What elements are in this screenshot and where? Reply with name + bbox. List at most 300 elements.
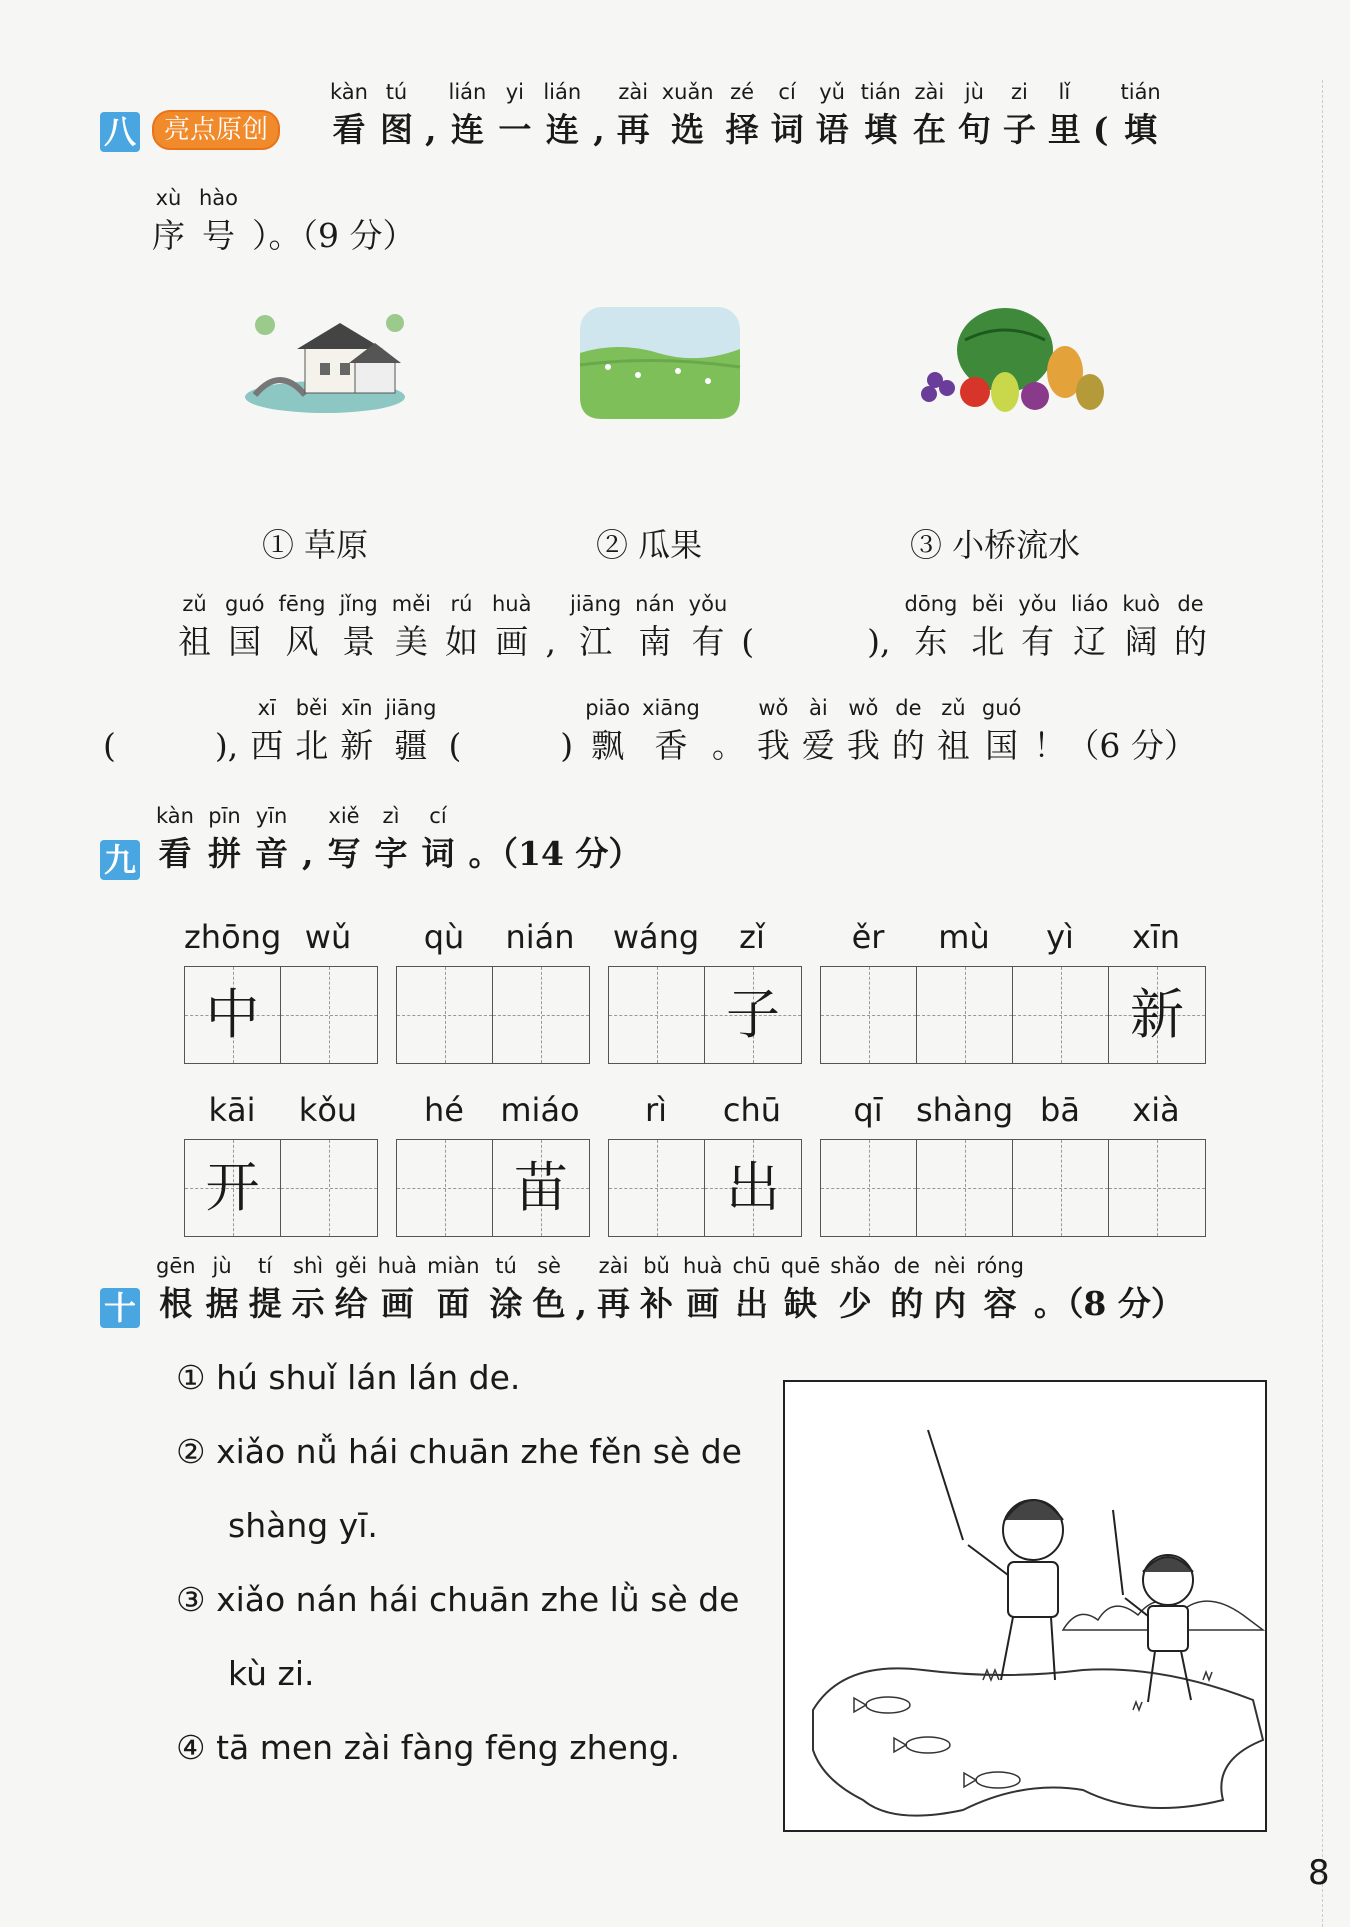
- pinyin-char-cell: [937, 692, 970, 768]
- pinyin-text: zài: [598, 1254, 629, 1278]
- hanzi-text: 北: [295, 726, 329, 765]
- pinyin-text: tián: [1120, 80, 1161, 104]
- grid-pinyin-syllable: shàng: [916, 1091, 1014, 1129]
- grid-pinyin-syllable: ěr: [851, 918, 885, 956]
- task-boy-green-pants-cont: kù zi.: [228, 1654, 315, 1693]
- pinyin-text: lián: [543, 80, 582, 104]
- pinyin-char-cell: [421, 800, 454, 876]
- grid-char: 子: [726, 983, 780, 1046]
- grid-pinyin: [820, 1091, 1204, 1129]
- hanzi-text: 词: [421, 834, 455, 873]
- hanzi-text: 西: [250, 726, 284, 765]
- pinyin-text: quē: [780, 1254, 821, 1278]
- pinyin-char-cell: [335, 1250, 368, 1326]
- hanzi-text: 画: [380, 1284, 414, 1323]
- hanzi-text: 景: [342, 622, 376, 661]
- hanzi-text: 。: [711, 726, 745, 765]
- hanzi-text: 补: [640, 1284, 674, 1323]
- pinyin-text: de: [1177, 592, 1204, 616]
- hanzi-text: ,: [424, 110, 437, 149]
- pinyin-char-cell: [642, 692, 700, 768]
- filled-char-box: [705, 967, 801, 1063]
- blank-char-box[interactable]: [609, 1140, 705, 1236]
- hanzi-text: 看: [158, 834, 192, 873]
- pinyin-char-cell: [867, 588, 890, 664]
- hanzi-text: 写: [327, 834, 361, 873]
- blank-char-box[interactable]: [821, 967, 917, 1063]
- pinyin-text: tián: [860, 80, 901, 104]
- task-girl-pink-top-cont: shàng yī.: [228, 1506, 378, 1545]
- grid-pinyin: [608, 918, 800, 956]
- hanzi-text: 的: [890, 1284, 924, 1323]
- hanzi-text: ( ): [448, 726, 574, 765]
- hanzi-text: 江: [579, 622, 613, 661]
- hanzi-text: 填: [1124, 110, 1158, 149]
- pinyin-text: kuò: [1122, 592, 1161, 616]
- pinyin-char-cell: [1003, 76, 1036, 152]
- pinyin-text: chū: [732, 1254, 771, 1278]
- hanzi-text: 再: [616, 110, 650, 149]
- grid-pinyin-syllable: qī: [853, 1091, 883, 1129]
- pinyin-text: jù: [964, 80, 984, 104]
- hanzi-text: 我: [756, 726, 790, 765]
- pinyin-char-cell: [302, 800, 314, 876]
- pinyin-char-cell: [958, 76, 991, 152]
- pinyin-text: zǔ: [941, 696, 966, 720]
- grid-pinyin-syllable: zǐ: [739, 918, 765, 956]
- hanzi-text: 缺: [784, 1284, 817, 1323]
- pinyin-char-cell: [1048, 76, 1081, 152]
- hanzi-text: 给: [334, 1284, 368, 1323]
- fill-sentence-line1: [178, 588, 1221, 664]
- pinyin-char-cell: [492, 588, 532, 664]
- pinyin-char-cell: [585, 692, 630, 768]
- pinyin-text: cí: [429, 804, 447, 828]
- grid-pinyin-syllable: yì: [1046, 918, 1074, 956]
- blank-char-box[interactable]: [917, 1140, 1013, 1236]
- pinyin-char-cell: [593, 76, 605, 152]
- grid-pinyin-syllable: qù: [423, 918, 465, 956]
- pinyin-char-cell: [380, 76, 413, 152]
- tian-zi-grid: [820, 1139, 1206, 1237]
- pinyin-text: shì: [293, 1254, 324, 1278]
- hanzi-text: ,: [575, 1284, 588, 1323]
- pinyin-text: gěi: [335, 1254, 368, 1278]
- pinyin-char-cell: [468, 800, 641, 876]
- hanzi-text: 图: [379, 110, 413, 149]
- pinyin-text: tú: [495, 1254, 517, 1278]
- grid-char: 中: [205, 983, 260, 1046]
- hanzi-text: 填: [864, 110, 898, 149]
- pinyin-text: piāo: [585, 696, 631, 720]
- pinyin-text: jiāng: [385, 696, 437, 720]
- tian-zi-grid: [608, 1139, 802, 1237]
- pinyin-text: zi: [1010, 80, 1028, 104]
- bridge-water-picture: [235, 305, 410, 425]
- hanzi-text: ,: [301, 834, 314, 873]
- pinyin-text: zǔ: [182, 592, 207, 616]
- grid-char: [609, 1140, 704, 1236]
- pinyin-char-cell: [892, 692, 925, 768]
- tian-zi-grid: [820, 966, 1206, 1064]
- pinyin-text: ài: [809, 696, 828, 720]
- pinyin-char-cell: [640, 1250, 673, 1326]
- pinyin-text: yi: [505, 80, 524, 104]
- pinyin-char-cell: [178, 588, 211, 664]
- pinyin-char-cell: [250, 692, 283, 768]
- pinyin-char-cell: [279, 588, 326, 664]
- tian-zi-grid: [396, 966, 590, 1064]
- hanzi-text: 少: [838, 1284, 872, 1323]
- hanzi-text: 根: [159, 1284, 193, 1323]
- pinyin-char-cell: [427, 1250, 479, 1326]
- pinyin-char-cell: [781, 1250, 821, 1326]
- hanzi-text: 国: [985, 726, 1019, 765]
- blank-char-box[interactable]: [397, 1140, 493, 1236]
- grid-char: [1109, 1140, 1205, 1236]
- section-9-instruction: [156, 800, 655, 876]
- pinyin-char-cell: [1122, 588, 1160, 664]
- fill-sentence-line2: [103, 692, 1209, 768]
- pinyin-text: tú: [385, 80, 408, 104]
- pinyin-text: yǔ: [819, 80, 845, 104]
- pinyin-char-cell: [152, 182, 185, 258]
- pinyin-text: huà: [491, 592, 532, 616]
- hanzi-text: 南: [638, 622, 672, 661]
- pinyin-char-cell: [543, 76, 581, 152]
- hanzi-text: 看: [332, 110, 366, 149]
- hanzi-text: 色: [532, 1284, 566, 1323]
- pinyin-char-cell: [1034, 1250, 1184, 1326]
- hanzi-text: 音: [254, 834, 288, 873]
- pinyin-char-cell: [252, 182, 416, 258]
- grid-pinyin-syllable: bā: [1040, 1091, 1080, 1129]
- grid-pinyin-syllable: rì: [644, 1091, 668, 1129]
- pinyin-text: rú: [450, 592, 473, 616]
- pinyin-text: huà: [683, 1254, 723, 1278]
- filled-char-box: [1109, 967, 1205, 1063]
- tian-zi-grid: [184, 1139, 378, 1237]
- pinyin-text: bǔ: [643, 1254, 670, 1278]
- pinyin-char-cell: [1174, 588, 1207, 664]
- pinyin-text: jù: [212, 1254, 232, 1278]
- pinyin-char-cell: [330, 76, 368, 152]
- hanzi-text: 容: [983, 1284, 1017, 1323]
- pinyin-text: yīn: [255, 804, 288, 828]
- grid-char: [397, 1140, 492, 1236]
- hanzi-text: 爱: [801, 726, 835, 765]
- pinyin-text: guó: [981, 696, 1022, 720]
- pinyin-char-cell: [199, 182, 238, 258]
- pinyin-char-cell: [206, 1250, 239, 1326]
- page-margin-line: [1322, 80, 1323, 1927]
- grid-char: [281, 967, 377, 1063]
- filled-char-box: [493, 1140, 589, 1236]
- hanzi-text: 风: [285, 622, 319, 661]
- blank-char-box[interactable]: [397, 967, 493, 1063]
- pinyin-char-cell: [425, 76, 437, 152]
- pinyin-char-cell: [913, 76, 946, 152]
- pinyin-char-cell: [156, 1250, 196, 1326]
- pinyin-char-cell: [249, 1250, 282, 1326]
- hanzi-text: 飘: [591, 726, 625, 765]
- hanzi-text: 出: [735, 1284, 769, 1323]
- grid-pinyin: [396, 918, 588, 956]
- pinyin-char-cell: [617, 76, 650, 152]
- hanzi-text: 的: [1174, 622, 1208, 661]
- pinyin-text: cí: [778, 80, 796, 104]
- hanzi-text: 香: [654, 726, 688, 765]
- hanzi-text: 字: [374, 834, 408, 873]
- pinyin-char-cell: [861, 76, 901, 152]
- hanzi-text: ,: [593, 110, 605, 149]
- pinyin-text: yǒu: [1018, 592, 1057, 616]
- pinyin-text: jiāng: [569, 592, 622, 616]
- highlight-tag: 亮点原创: [152, 110, 280, 150]
- blank-char-box[interactable]: [493, 967, 589, 1063]
- hanzi-text: 的: [891, 726, 925, 765]
- hanzi-text: 连: [450, 110, 484, 149]
- option-grassland: ① 草原: [262, 526, 369, 564]
- pinyin-text: hào: [199, 186, 239, 210]
- pinyin-char-cell: [662, 76, 714, 152]
- grid-char: 苗: [514, 1156, 568, 1219]
- pinyin-text: huà: [377, 1254, 418, 1278]
- hanzi-text: 子: [1002, 110, 1036, 149]
- page-number: 8: [1308, 1853, 1330, 1893]
- pinyin-char-cell: [771, 76, 804, 152]
- pinyin-char-cell: [576, 1250, 588, 1326]
- pinyin-char-cell: [378, 1250, 418, 1326]
- pinyin-text: lǐ: [1058, 80, 1071, 104]
- pinyin-char-cell: [689, 588, 728, 664]
- pinyin-char-cell: [830, 1250, 880, 1326]
- filled-char-box: [705, 1140, 801, 1236]
- hanzi-text: 提: [248, 1284, 282, 1323]
- pinyin-text: róng: [976, 1254, 1024, 1278]
- pinyin-char-cell: [498, 76, 531, 152]
- hanzi-text: ！（6 分）: [1033, 726, 1197, 765]
- grid-pinyin: [184, 1091, 376, 1129]
- hanzi-text: 句: [957, 110, 991, 149]
- hanzi-text: 内: [933, 1284, 967, 1323]
- grid-char: [821, 1140, 916, 1236]
- pinyin-char-cell: [905, 588, 958, 664]
- grid-pinyin-syllable: mù: [938, 918, 990, 956]
- pinyin-char-cell: [1033, 692, 1197, 768]
- grid-pinyin: [608, 1091, 800, 1129]
- pinyin-char-cell: [757, 692, 790, 768]
- grid-pinyin: [820, 918, 1204, 956]
- task-boy-green-pants: ③ xiǎo nán hái chuān zhe lǜ sè de: [176, 1580, 740, 1619]
- coloring-picture-frame: [783, 1380, 1267, 1832]
- grid-char: [821, 967, 916, 1063]
- grid-pinyin-syllable: hé: [424, 1091, 464, 1129]
- tian-zi-grid: [184, 966, 378, 1064]
- pinyin-text: zài: [618, 80, 649, 104]
- grid-char: [917, 967, 1012, 1063]
- section-8-instruction-line1: [330, 76, 1173, 152]
- pinyin-char-cell: [976, 1250, 1024, 1326]
- pinyin-text: kàn: [156, 804, 194, 828]
- grid-pinyin-syllable: chū: [722, 1091, 782, 1129]
- pinyin-char-cell: [533, 1250, 566, 1326]
- blank-char-box[interactable]: [917, 967, 1013, 1063]
- grid-char: [917, 1140, 1012, 1236]
- task-flying-kites: ④ tā men zài fàng fēng zheng.: [176, 1728, 681, 1767]
- grid-char: [493, 967, 589, 1063]
- pinyin-text: tí: [258, 1254, 273, 1278]
- hanzi-text: 画: [686, 1284, 720, 1323]
- hanzi-text: 一: [498, 110, 532, 149]
- grid-pinyin-syllable: wǔ: [304, 918, 352, 956]
- pinyin-text: wǒ: [848, 696, 879, 720]
- grid-pinyin-syllable: xià: [1132, 1091, 1180, 1129]
- hanzi-text: ( ),: [103, 726, 239, 765]
- blank-char-box[interactable]: [281, 1140, 377, 1236]
- tian-zi-grid: [608, 966, 802, 1064]
- pinyin-text: xuǎn: [661, 80, 714, 104]
- pinyin-char-cell: [635, 588, 675, 664]
- hanzi-text: 画: [495, 622, 529, 661]
- section-8-instruction-line2: [152, 182, 430, 258]
- pinyin-char-cell: [448, 76, 486, 152]
- grid-char: [609, 967, 704, 1063]
- grid-pinyin-syllable: miáo: [500, 1091, 580, 1129]
- pinyin-text: de: [893, 1254, 920, 1278]
- fruits-picture: [905, 300, 1110, 425]
- pinyin-text: zì: [382, 804, 400, 828]
- hanzi-text: 拼: [207, 834, 241, 873]
- pinyin-char-cell: [1093, 76, 1109, 152]
- hanzi-text: 辽: [1073, 622, 1107, 661]
- pinyin-char-cell: [733, 1250, 771, 1326]
- pinyin-text: nán: [635, 592, 675, 616]
- pinyin-text: zé: [730, 80, 755, 104]
- pinyin-char-cell: [255, 800, 288, 876]
- pinyin-text: guó: [225, 592, 265, 616]
- grid-pinyin-syllable: wáng: [612, 918, 700, 956]
- blank-char-box[interactable]: [1013, 1140, 1109, 1236]
- pinyin-text: xīn: [340, 696, 373, 720]
- pinyin-text: liáo: [1070, 592, 1109, 616]
- pinyin-text: pīn: [208, 804, 241, 828]
- pinyin-char-cell: [490, 1250, 523, 1326]
- grid-pinyin-syllable: kāi: [208, 1091, 256, 1129]
- pinyin-char-cell: [545, 588, 556, 664]
- hanzi-text: ),: [867, 622, 891, 661]
- hanzi-text: 美: [394, 622, 428, 661]
- grid-char: [1013, 967, 1108, 1063]
- hanzi-text: 在: [912, 110, 946, 149]
- hanzi-text: 词: [770, 110, 804, 149]
- hanzi-text: 阔: [1124, 622, 1158, 661]
- pinyin-text: sè: [537, 1254, 561, 1278]
- pinyin-char-cell: [448, 692, 573, 768]
- grid-pinyin-syllable: xīn: [1131, 918, 1181, 956]
- grid-char: 新: [1130, 983, 1184, 1046]
- grid-pinyin-syllable: nián: [505, 918, 575, 956]
- pinyin-char-cell: [741, 588, 853, 664]
- task-girl-pink-top: ② xiǎo nǚ hái chuān zhe fěn sè de: [176, 1432, 742, 1471]
- hanzi-text: 据: [205, 1284, 239, 1323]
- blank-char-box[interactable]: [1109, 1140, 1205, 1236]
- pinyin-char-cell: [712, 692, 745, 768]
- section-10-instruction: [156, 1250, 1194, 1326]
- hanzi-text: 。（14 分）: [468, 834, 642, 873]
- hanzi-text: 再: [597, 1284, 631, 1323]
- filled-char-box: [185, 1140, 281, 1236]
- pinyin-char-cell: [374, 800, 407, 876]
- pinyin-text: lián: [448, 80, 487, 104]
- pinyin-text: wǒ: [758, 696, 789, 720]
- hanzi-text: 有: [691, 622, 725, 661]
- hanzi-text: 示: [291, 1284, 325, 1323]
- blank-char-box[interactable]: [1013, 967, 1109, 1063]
- hanzi-text: 祖: [178, 622, 211, 661]
- pinyin-char-cell: [890, 1250, 923, 1326]
- tian-zi-grid: [396, 1139, 590, 1237]
- hanzi-text: 语: [815, 110, 849, 149]
- pinyin-text: fēng: [278, 592, 326, 616]
- filled-char-box: [185, 967, 281, 1063]
- pinyin-char-cell: [802, 692, 835, 768]
- pinyin-char-cell: [208, 800, 241, 876]
- pinyin-text: kàn: [330, 80, 368, 104]
- hanzi-text: 如: [444, 622, 478, 661]
- hanzi-text: 连: [545, 110, 579, 149]
- hanzi-text: 涂: [489, 1284, 523, 1323]
- hanzi-text: 国: [228, 622, 262, 661]
- hanzi-text: 北: [971, 622, 1005, 661]
- pinyin-text: xī: [257, 696, 276, 720]
- grid-pinyin-syllable: kǒu: [298, 1091, 358, 1129]
- hanzi-text: 择: [725, 110, 759, 149]
- pinyin-char-cell: [292, 1250, 325, 1326]
- section-8-number: 八: [100, 112, 140, 152]
- hanzi-text: 选: [671, 110, 705, 149]
- hanzi-text: 有: [1021, 622, 1055, 661]
- grid-pinyin-syllable: zhōng: [184, 918, 282, 956]
- pinyin-text: běi: [971, 592, 1004, 616]
- hanzi-text: (: [1092, 110, 1109, 149]
- grid-pinyin: [396, 1091, 588, 1129]
- grid-char: [281, 1140, 377, 1236]
- pinyin-char-cell: [156, 800, 194, 876]
- pinyin-char-cell: [683, 1250, 723, 1326]
- blank-char-box[interactable]: [609, 967, 705, 1063]
- pinyin-char-cell: [385, 692, 436, 768]
- grid-char: 开: [205, 1156, 260, 1219]
- grid-char: [1013, 1140, 1108, 1236]
- section-9-number: 九: [100, 840, 140, 880]
- pinyin-char-cell: [971, 588, 1004, 664]
- blank-char-box[interactable]: [821, 1140, 917, 1236]
- pinyin-char-cell: [392, 588, 431, 664]
- pinyin-char-cell: [726, 76, 759, 152]
- pinyin-char-cell: [225, 588, 265, 664]
- pinyin-char-cell: [570, 588, 621, 664]
- pinyin-char-cell: [340, 692, 373, 768]
- pinyin-text: gēn: [156, 1254, 196, 1278]
- option-bridge-water: ③ 小桥流水: [910, 526, 1081, 564]
- blank-char-box[interactable]: [281, 967, 377, 1063]
- pinyin-text: shǎo: [830, 1254, 881, 1278]
- pinyin-text: xù: [155, 186, 182, 210]
- pinyin-text: miàn: [427, 1254, 480, 1278]
- option-fruits: ② 瓜果: [596, 526, 703, 564]
- hanzi-text: 疆: [394, 726, 428, 765]
